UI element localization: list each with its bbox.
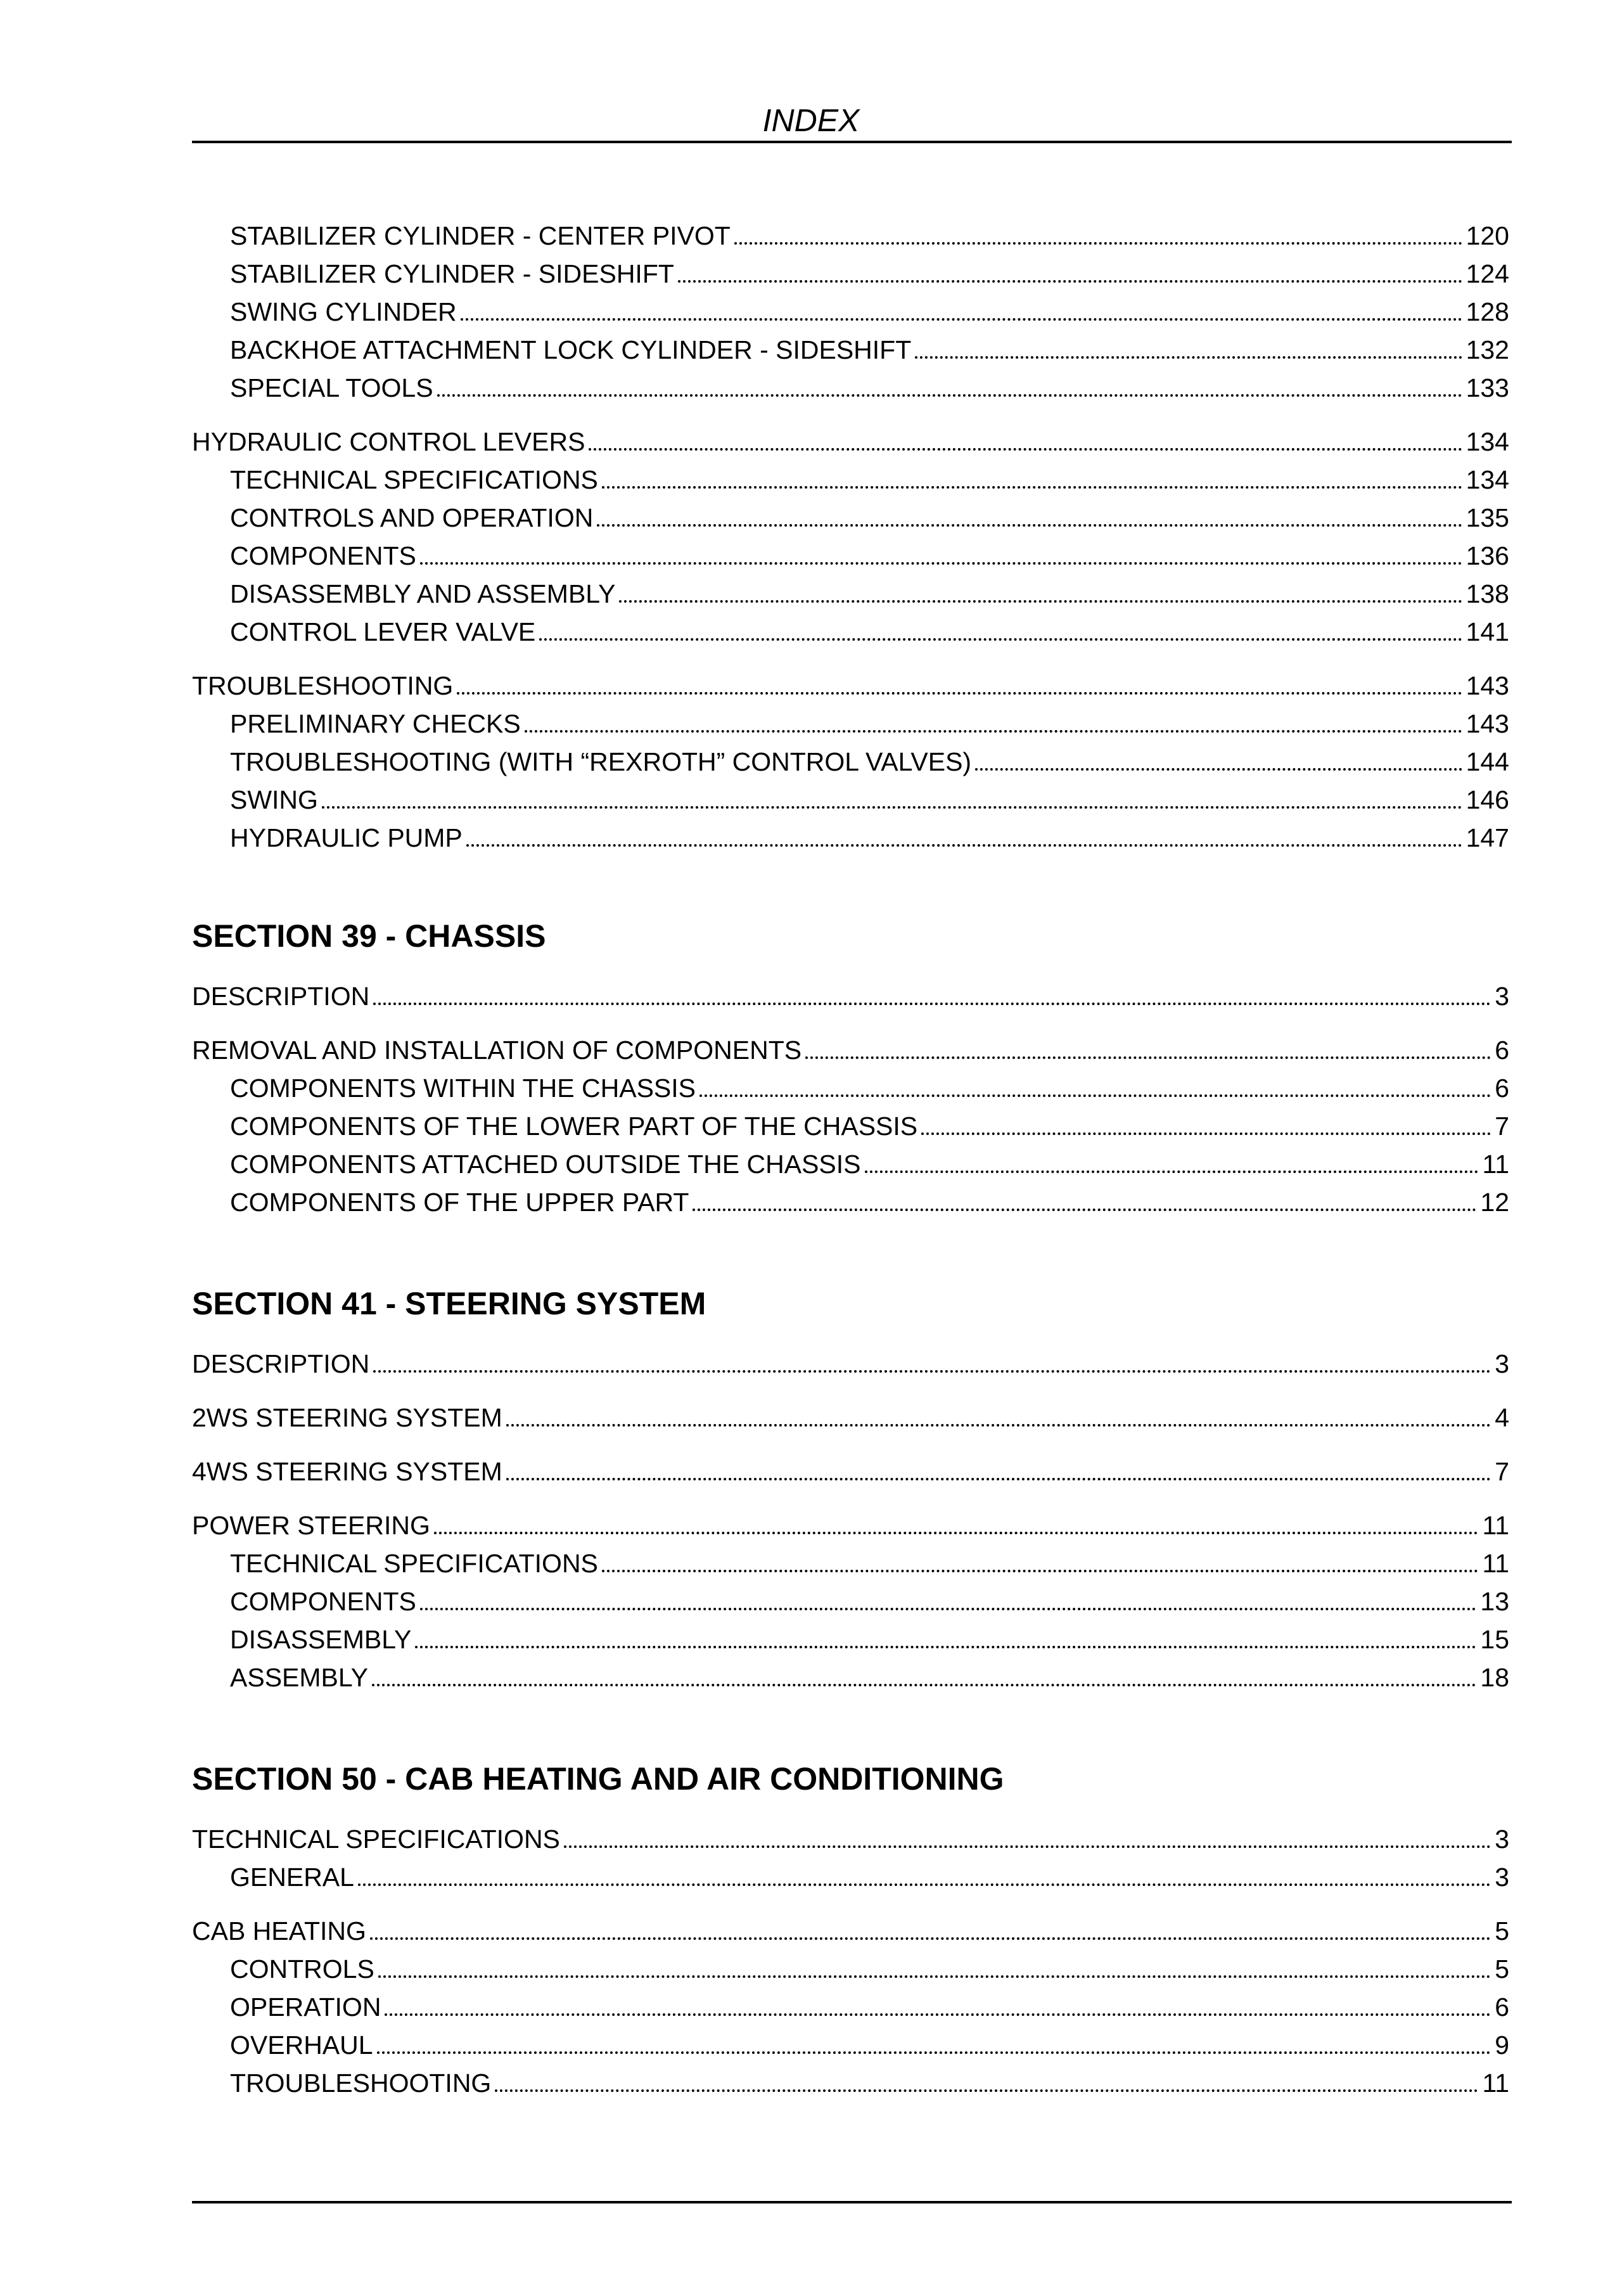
entry-label: SPECIAL TOOLS <box>230 373 433 402</box>
index-entry[interactable] <box>192 1855 1512 1893</box>
dot-leader <box>921 1132 1491 1135</box>
entry-label: COMPONENTS OF THE LOWER PART OF THE CHASSIS <box>230 1112 918 1141</box>
index-entry[interactable] <box>192 702 1512 740</box>
entry-label: OVERHAUL <box>230 2030 373 2060</box>
index-entry[interactable] <box>192 572 1512 610</box>
entry-label: STABILIZER CYLINDER - CENTER PIVOT <box>230 221 731 250</box>
entry-page: 128 <box>1466 297 1509 326</box>
entry-page: 133 <box>1466 373 1509 402</box>
index-entry[interactable] <box>192 974 1512 1012</box>
entry-label: CONTROLS AND OPERATION <box>230 503 594 532</box>
entry-label: PRELIMINARY CHECKS <box>230 709 521 738</box>
index-entry[interactable] <box>192 366 1512 404</box>
entry-page: 146 <box>1466 785 1509 814</box>
entry-page: 135 <box>1466 503 1509 532</box>
dot-leader <box>385 2013 1491 2016</box>
entry-page: 11 <box>1482 1150 1509 1179</box>
dot-leader <box>370 1937 1491 1940</box>
entry-page: 11 <box>1482 1511 1509 1540</box>
entry-page: 6 <box>1495 1992 1509 2022</box>
index-entry[interactable] <box>192 1104 1512 1142</box>
section-heading: SECTION 50 - CAB HEATING AND AIR CONDITIONING <box>192 1761 1004 1797</box>
dot-leader <box>434 1532 1479 1534</box>
index-entry[interactable] <box>192 420 1512 458</box>
index-entry[interactable] <box>192 1617 1512 1655</box>
index-entry[interactable] <box>192 1985 1512 2023</box>
dot-leader <box>597 524 1462 527</box>
entry-page: 3 <box>1495 1349 1509 1378</box>
dot-leader <box>506 1478 1491 1480</box>
entry-label: DISASSEMBLY AND ASSEMBLY <box>230 579 616 608</box>
entry-page: 18 <box>1480 1663 1509 1692</box>
dot-leader <box>420 1608 1477 1610</box>
entry-label: REMOVAL AND INSTALLATION OF COMPONENTS <box>192 1036 802 1065</box>
dot-leader <box>734 242 1462 245</box>
entry-label: TROUBLESHOOTING <box>230 2068 492 2098</box>
entry-page: 3 <box>1495 1825 1509 1854</box>
dot-leader <box>373 1370 1491 1373</box>
index-entry[interactable] <box>192 252 1512 290</box>
dot-leader <box>373 1003 1491 1005</box>
entry-page: 6 <box>1495 1036 1509 1065</box>
index-entry[interactable] <box>192 1541 1512 1579</box>
index-entry[interactable] <box>192 1395 1512 1433</box>
entry-label: SWING CYLINDER <box>230 297 457 326</box>
index-entry[interactable] <box>192 1066 1512 1104</box>
entry-page: 15 <box>1480 1625 1509 1654</box>
dot-leader <box>539 638 1462 641</box>
entry-page: 138 <box>1466 579 1509 608</box>
entry-label: 4WS STEERING SYSTEM <box>192 1457 502 1486</box>
entry-page: 143 <box>1466 709 1509 738</box>
entry-page: 3 <box>1495 982 1509 1011</box>
entry-label: TROUBLESHOOTING <box>192 671 454 700</box>
entry-label: DESCRIPTION <box>192 1349 370 1378</box>
dot-leader <box>602 486 1462 489</box>
entry-label: DESCRIPTION <box>192 982 370 1011</box>
entry-label: BACKHOE ATTACHMENT LOCK CYLINDER - SIDESHIFT <box>230 335 912 364</box>
index-entry[interactable] <box>192 1817 1512 1855</box>
entry-label: COMPONENTS ATTACHED OUTSIDE THE CHASSIS <box>230 1150 861 1179</box>
entry-label: DISASSEMBLY <box>230 1625 412 1654</box>
entry-label: OPERATION <box>230 1992 381 2022</box>
index-entry[interactable] <box>192 458 1512 496</box>
dot-leader <box>420 562 1462 565</box>
index-entry[interactable] <box>192 1180 1512 1218</box>
index-entry[interactable] <box>192 1947 1512 1985</box>
entry-page: 7 <box>1495 1457 1509 1486</box>
entry-page: 11 <box>1482 2068 1509 2098</box>
entry-label: SWING <box>230 785 318 814</box>
index-entry[interactable] <box>192 1028 1512 1066</box>
entry-page: 132 <box>1466 335 1509 364</box>
entry-label: GENERAL <box>230 1863 354 1892</box>
dot-leader <box>415 1646 1476 1648</box>
dot-leader <box>372 1684 1476 1686</box>
section-heading: SECTION 39 - CHASSIS <box>192 918 546 954</box>
entry-page: 143 <box>1466 671 1509 700</box>
index-entry[interactable] <box>192 1449 1512 1487</box>
dot-leader <box>602 1570 1479 1572</box>
entry-label: COMPONENTS WITHIN THE CHASSIS <box>230 1074 696 1103</box>
entry-label: TROUBLESHOOTING (WITH “REXROTH” CONTROL VALVES) <box>230 747 972 776</box>
page-title: INDEX <box>762 103 860 138</box>
entry-label: TECHNICAL SPECIFICATIONS <box>230 465 598 494</box>
dot-leader <box>358 1883 1491 1886</box>
entry-label: COMPONENTS <box>230 541 416 570</box>
entry-label: STABILIZER CYLINDER - SIDESHIFT <box>230 259 674 288</box>
entry-page: 6 <box>1495 1074 1509 1103</box>
entry-page: 7 <box>1495 1112 1509 1141</box>
index-entry[interactable] <box>192 816 1512 854</box>
dot-leader <box>377 2051 1491 2054</box>
dot-leader <box>678 280 1462 283</box>
entry-label: TECHNICAL SPECIFICATIONS <box>192 1825 560 1854</box>
dot-leader <box>506 1424 1491 1427</box>
entry-label: TECHNICAL SPECIFICATIONS <box>230 1549 598 1578</box>
entry-page: 12 <box>1480 1188 1509 1217</box>
index-entry[interactable] <box>192 1655 1512 1693</box>
index-entry[interactable] <box>192 214 1512 252</box>
index-entry[interactable] <box>192 664 1512 702</box>
index-entry[interactable] <box>192 778 1512 816</box>
entry-page: 9 <box>1495 2030 1509 2060</box>
entry-page: 144 <box>1466 747 1509 776</box>
dot-leader <box>619 600 1462 603</box>
dot-leader <box>525 730 1462 733</box>
entry-page: 11 <box>1482 1549 1509 1578</box>
dot-leader <box>495 2089 1478 2092</box>
entry-page: 136 <box>1466 541 1509 570</box>
entry-page: 124 <box>1466 259 1509 288</box>
index-entry[interactable] <box>192 1909 1512 1947</box>
entry-label: CONTROL LEVER VALVE <box>230 617 536 646</box>
entry-page: 4 <box>1495 1403 1509 1432</box>
dot-leader <box>693 1209 1476 1211</box>
index-entry[interactable] <box>192 740 1512 778</box>
header-divider <box>192 141 1512 143</box>
entry-label: COMPONENTS OF THE UPPER PART <box>230 1188 689 1217</box>
dot-leader <box>589 448 1462 451</box>
entry-label: COMPONENTS <box>230 1587 416 1616</box>
index-entry[interactable] <box>192 2061 1512 2099</box>
index-entry[interactable] <box>192 290 1512 328</box>
dot-leader <box>322 806 1462 809</box>
index-entry[interactable] <box>192 534 1512 572</box>
entry-label: ASSEMBLY <box>230 1663 368 1692</box>
entry-page: 134 <box>1466 427 1509 456</box>
index-entry[interactable] <box>192 328 1512 366</box>
entry-page: 120 <box>1466 221 1509 250</box>
entry-page: 141 <box>1466 617 1509 646</box>
dot-leader <box>457 692 1462 695</box>
entry-page: 5 <box>1495 1954 1509 1984</box>
dot-leader <box>975 768 1462 771</box>
dot-leader <box>461 318 1462 321</box>
entry-page: 147 <box>1466 823 1509 852</box>
index-entry[interactable] <box>192 2023 1512 2061</box>
entry-page: 5 <box>1495 1916 1509 1946</box>
index-entry[interactable] <box>192 610 1512 648</box>
footer-divider <box>192 2201 1512 2203</box>
dot-leader <box>437 394 1462 397</box>
dot-leader <box>865 1170 1479 1173</box>
entry-label: HYDRAULIC PUMP <box>230 823 463 852</box>
entry-label: HYDRAULIC CONTROL LEVERS <box>192 427 585 456</box>
entry-label: CONTROLS <box>230 1954 374 1984</box>
dot-leader <box>805 1056 1491 1059</box>
index-entry[interactable] <box>192 1342 1512 1380</box>
entry-page: 13 <box>1480 1587 1509 1616</box>
entry-page: 134 <box>1466 465 1509 494</box>
index-entry[interactable] <box>192 1579 1512 1617</box>
entry-label: 2WS STEERING SYSTEM <box>192 1403 502 1432</box>
dot-leader <box>915 356 1462 359</box>
dot-leader <box>699 1094 1491 1097</box>
dot-leader <box>466 844 1462 847</box>
entry-label: POWER STEERING <box>192 1511 430 1540</box>
dot-leader <box>378 1975 1491 1978</box>
dot-leader <box>564 1845 1491 1848</box>
index-entry[interactable] <box>192 1142 1512 1180</box>
entry-page: 3 <box>1495 1863 1509 1892</box>
entry-label: CAB HEATING <box>192 1916 366 1946</box>
section-heading: SECTION 41 - STEERING SYSTEM <box>192 1286 706 1321</box>
index-entry[interactable] <box>192 496 1512 534</box>
index-entry[interactable] <box>192 1503 1512 1541</box>
